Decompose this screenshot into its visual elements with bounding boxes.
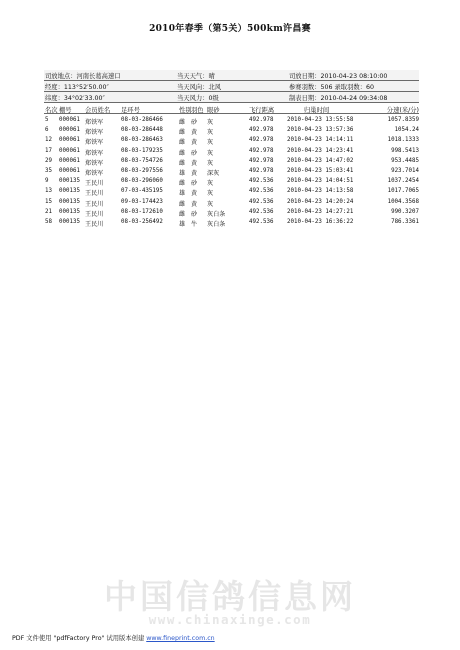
cell-flight-distance: 492.536 [249,178,274,185]
cell-speed: 1017.7065 [387,188,419,195]
cell-arrival-time: 2010-04-23 13:57:36 [287,127,354,134]
header-feather-color: 羽色 [191,107,204,114]
cell-rank: 21 [45,208,52,215]
cell-rank: 58 [45,218,52,225]
cell-feather-color: 砂 [191,180,198,188]
cell-arrival-time: 2010-04-23 14:47:02 [287,157,354,164]
cell-speed: 998.5413 [391,147,419,154]
info-row-location [44,70,419,81]
header-member-name: 会员姓名 [85,107,111,114]
cell-flight-distance: 492.978 [249,117,274,123]
release-date: 司放日期：2010-04-23 08:10:00 [289,73,388,80]
table-row [44,178,419,188]
info-row-longitude [44,81,419,92]
cell-eye-sand: 深灰 [207,169,220,177]
cell-eye-sand: 灰白条 [207,220,226,228]
header-rank: 名次 [45,107,58,114]
cell-eye-sand: 灰 [207,149,214,157]
cell-sex: 雌 [179,139,186,147]
cell-speed: 786.3361 [391,218,419,225]
cell-sex: 雄 [179,220,186,228]
cell-member-name: 郑铁军 [85,119,104,126]
cell-loft-id: 000061 [59,137,80,144]
cell-loft-id: 000135 [59,218,80,225]
cell-eye-sand: 灰 [207,129,214,137]
header-flight-distance: 飞行距离 [249,107,275,114]
cell-member-name: 王民川 [85,210,104,218]
table-row [44,117,419,127]
cell-rank: 17 [45,147,52,154]
cell-member-name: 王民川 [85,200,104,208]
table-row [44,209,419,219]
cell-loft-id: 000135 [59,178,80,185]
header-sex: 性别 [179,107,192,114]
cell-sex: 雌 [179,149,186,157]
table-row [44,219,419,229]
cell-sex: 雌 [179,129,186,137]
wind-direction: 当天风向：北风 [177,84,222,91]
cell-flight-distance: 492.978 [249,157,274,164]
info-row-latitude [44,92,419,103]
cell-eye-sand: 灰 [207,119,214,126]
cell-member-name: 郑铁军 [85,139,104,147]
cell-loft-id: 000061 [59,117,80,123]
cell-rank: 9 [45,178,49,185]
cell-feather-color: 砂 [191,210,198,218]
participant-counts: 参赛羽数：506 录取羽数：60 [289,84,375,91]
cell-rank: 35 [45,167,52,174]
cell-eye-sand: 灰 [207,190,214,198]
cell-ring-number: 09-03-174423 [121,198,163,205]
cell-member-name: 王民川 [85,220,104,228]
longitude: 经度：113°52′50.00″ [45,84,109,91]
cell-rank: 6 [45,127,49,134]
cell-ring-number: 08-03-286466 [121,117,163,123]
cell-arrival-time: 2010-04-23 14:23:41 [287,147,354,154]
cell-ring-number: 08-03-172610 [121,208,163,215]
cell-loft-id: 000061 [59,157,80,164]
cell-loft-id: 000135 [59,208,80,215]
cell-flight-distance: 492.978 [249,147,274,154]
cell-feather-color: 砂 [191,149,198,157]
cell-sex: 雌 [179,119,186,126]
footer-link[interactable]: www.fineprint.com.cn [146,635,215,642]
cell-loft-id: 000061 [59,147,80,154]
cell-ring-number: 07-03-435195 [121,188,163,195]
header-eye-sand: 眼砂 [207,107,220,114]
cell-eye-sand: 灰 [207,200,214,208]
cell-rank: 29 [45,157,52,164]
cell-ring-number: 08-03-286448 [121,127,163,134]
table-row [44,188,419,198]
cell-rank: 13 [45,188,52,195]
cell-eye-sand: 灰白条 [207,210,226,218]
cell-speed: 923.7014 [391,167,419,174]
cell-speed: 990.3207 [391,208,419,215]
cell-ring-number: 08-03-286463 [121,137,163,144]
cell-arrival-time: 2010-04-23 15:03:41 [287,167,354,174]
table-row [44,168,419,178]
release-location: 司放地点：河南长葛高速口 [45,73,121,80]
table-row [44,199,419,209]
cell-sex: 雌 [179,159,186,167]
table-row [44,137,419,147]
cell-loft-id: 000135 [59,188,80,195]
cell-eye-sand: 灰 [207,159,214,167]
cell-ring-number: 08-03-754726 [121,157,163,164]
header-loft-id: 棚号 [59,107,72,114]
cell-feather-color: 牛 [191,220,198,228]
cell-feather-color: 黄 [191,190,198,198]
cell-feather-color: 黄 [191,169,198,177]
cell-arrival-time: 2010-04-23 14:14:11 [287,137,354,144]
cell-speed: 1004.3568 [387,198,419,205]
cell-arrival-time: 2010-04-23 14:20:24 [287,198,354,205]
cell-speed: 1037.2454 [387,178,419,185]
cell-flight-distance: 492.978 [249,137,274,144]
watermark-site-url: www.chinaxinge.com [148,612,312,627]
cell-rank: 12 [45,137,52,144]
cell-member-name: 王民川 [85,180,104,188]
table-header [44,104,419,114]
cell-loft-id: 000061 [59,127,80,134]
report-date: 制表日期：2010-04-24 09:34:08 [289,95,388,102]
cell-flight-distance: 492.536 [249,188,274,195]
wind-force: 当天风力：0级 [177,95,219,102]
header-ring-number: 足环号 [121,107,140,114]
cell-sex: 雌 [179,180,186,188]
results-table [44,117,419,229]
cell-sex: 雌 [179,200,186,208]
table-row [44,148,419,158]
cell-loft-id: 000135 [59,198,80,205]
cell-loft-id: 000061 [59,167,80,174]
header-speed: 分速(米/分) [386,107,419,114]
cell-arrival-time: 2010-04-23 14:27:21 [287,208,354,215]
pdf-footer [12,633,215,642]
cell-feather-color: 黄 [191,129,198,137]
race-title: 2010年春季（第5关）500km许昌赛 [149,24,311,34]
cell-member-name: 王民川 [85,190,104,198]
cell-rank: 15 [45,198,52,205]
cell-arrival-time: 2010-04-23 13:55:58 [287,117,354,123]
cell-feather-color: 黄 [191,159,198,167]
cell-sex: 雄 [179,169,186,177]
cell-flight-distance: 492.536 [249,218,274,225]
cell-ring-number: 08-03-297556 [121,167,163,174]
cell-eye-sand: 灰 [207,180,214,188]
cell-feather-color: 黄 [191,139,198,147]
cell-arrival-time: 2010-04-23 16:36:22 [287,218,354,225]
cell-eye-sand: 灰 [207,139,214,147]
cell-speed: 1054.24 [394,127,419,134]
cell-sex: 雌 [179,210,186,218]
cell-flight-distance: 492.536 [249,208,274,215]
cell-flight-distance: 492.536 [249,198,274,205]
cell-member-name: 郑铁军 [85,159,104,167]
cell-feather-color: 黄 [191,200,198,208]
cell-sex: 雄 [179,190,186,198]
table-row [44,158,419,168]
latitude: 纬度：34°02′33.00″ [45,95,105,102]
cell-arrival-time: 2010-04-23 14:13:58 [287,188,354,195]
cell-flight-distance: 492.978 [249,167,274,174]
cell-member-name: 郑铁军 [85,149,104,157]
header-arrival-time: 归巢时间 [304,107,330,114]
cell-flight-distance: 492.978 [249,127,274,134]
table-row [44,127,419,137]
cell-speed: 1018.1333 [387,137,419,144]
cell-speed: 953.4485 [391,157,419,164]
cell-ring-number: 08-03-296060 [121,178,163,185]
cell-member-name: 郑铁军 [85,169,104,177]
cell-rank: 5 [45,117,49,123]
cell-speed: 1057.8359 [387,117,419,123]
cell-ring-number: 08-03-179235 [121,147,163,154]
cell-member-name: 郑铁军 [85,129,104,137]
watermark-site-name: 中国信鸽信息网 [104,577,356,616]
weather: 当天天气：晴 [177,73,215,80]
cell-ring-number: 08-03-256492 [121,218,163,225]
cell-arrival-time: 2010-04-23 14:04:51 [287,178,354,185]
cell-feather-color: 砂 [191,119,198,126]
footer-text: PDF 文件使用 "pdfFactory Pro" 试用版本创建 [12,635,147,642]
